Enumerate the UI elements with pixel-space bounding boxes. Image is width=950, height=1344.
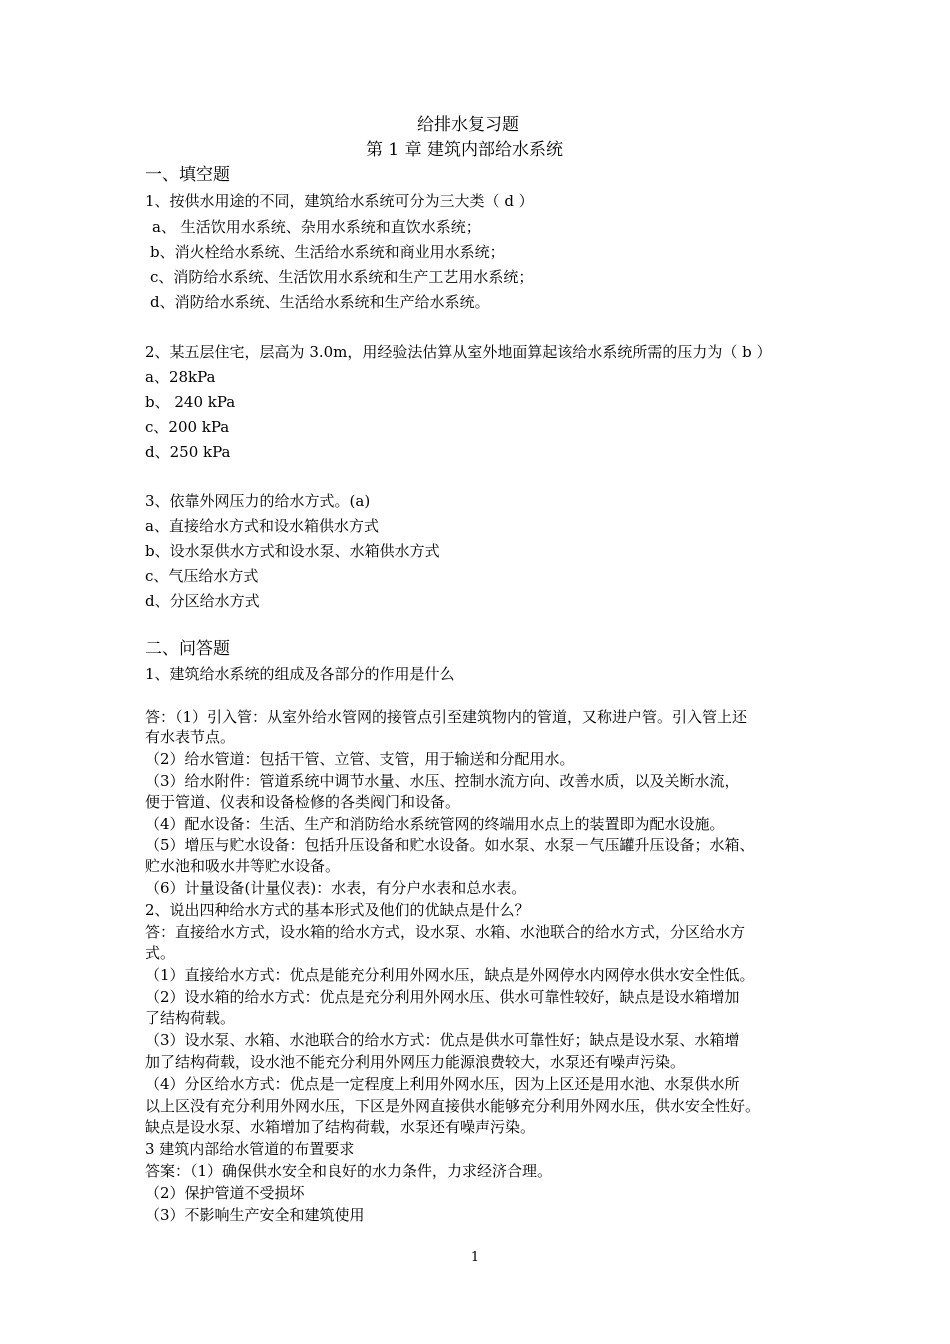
answer-1-line: 有水表节点。 xyxy=(145,728,236,746)
question-3-option-d: d、分区给水方式 xyxy=(145,592,260,610)
answer-1-line: （5）增压与贮水设备：包括升压设备和贮水设备。如水泵、水泵－气压罐升压设备；水箱、 xyxy=(145,836,755,854)
answer-1-line: 贮水池和吸水井等贮水设备。 xyxy=(145,857,341,875)
answer-1-line: （3）给水附件：管道系统中调节水量、水压、控制水流方向、改善水质，以及关断水流， xyxy=(145,772,740,790)
question-3-option-a: a、直接给水方式和设水箱供水方式 xyxy=(145,517,379,535)
qa-question-3: 3 建筑内部给水管道的布置要求 xyxy=(145,1140,355,1158)
question-2-option-c: c、200 kPa xyxy=(145,418,230,436)
section-heading-fill-in: 一、填空题 xyxy=(145,165,230,185)
answer-2-line: （3）设水泵、水箱、水池联合的给水方式：优点是供水可靠性好；缺点是设水泵、水箱增 xyxy=(145,1031,740,1049)
answer-2-line: 以上区没有充分利用外网水压，下区是外网直接供水能够充分利用外网水压，供水安全性好。 xyxy=(145,1097,761,1115)
answer-2-line: 缺点是设水泵、水箱增加了结构荷载，水泵还有噪声污染。 xyxy=(145,1118,536,1136)
question-3: 3、依靠外网压力的给水方式。(a) xyxy=(145,492,371,510)
question-2-option-b: b、 240 kPa xyxy=(145,393,236,411)
answer-1-line: （6）计量设备(计量仪表)：水表，有分户水表和总水表。 xyxy=(145,879,527,897)
chapter-heading: 第 1 章 建筑内部给水系统 xyxy=(366,140,564,160)
question-2: 2、某五层住宅，层高为 3.0m，用经验法估算从室外地面算起该给水系统所需的压力为（ b ） xyxy=(145,343,772,361)
answer-2-line: 了结构荷载。 xyxy=(145,1009,236,1027)
answer-1-line: 便于管道、仪表和设备检修的各类阀门和设备。 xyxy=(145,793,461,811)
answer-3-line: 答案：（1）确保供水安全和良好的水力条件，力求经济合理。 xyxy=(145,1162,553,1180)
answer-2-line: 答：直接给水方式，设水箱的给水方式，设水泵、水箱、水池联合的给水方式，分区给水方 xyxy=(145,923,746,941)
answer-1-line: 答：（1）引入管：从室外给水管网的接管点引至建筑物内的管道，又称进户管。引入管上还 xyxy=(145,708,748,726)
document-title: 给排水复习题 xyxy=(417,115,519,135)
answer-2-line: （2）设水箱的给水方式：优点是充分利用外网水压、供水可靠性较好，缺点是设水箱增加 xyxy=(145,988,740,1006)
answer-2-line: 式。 xyxy=(145,944,176,962)
answer-3-line: （3）不影响生产安全和建筑使用 xyxy=(145,1206,365,1224)
question-1-option-a: a、 生活饮用水系统、杂用水系统和直饮水系统； xyxy=(152,218,481,236)
question-2-option-a: a、28kPa xyxy=(145,368,216,386)
answer-2-line: （1）直接给水方式：优点是能充分利用外网水压，缺点是外网停水内网停水供水安全性低。 xyxy=(145,966,755,984)
question-1-option-b: b、消火栓给水系统、生活给水系统和商业用水系统； xyxy=(150,243,505,261)
question-1-option-c: c、消防给水系统、生活饮用水系统和生产工艺用水系统； xyxy=(150,268,534,286)
answer-2-line: 加了结构荷载，设水池不能充分利用外网压力能源浪费较大，水泵还有噪声污染。 xyxy=(145,1053,686,1071)
question-1-option-d: d、消防给水系统、生活给水系统和生产给水系统。 xyxy=(150,293,490,311)
question-3-option-b: b、设水泵供水方式和设水泵、水箱供水方式 xyxy=(145,542,440,560)
qa-question-2: 2、说出四种给水方式的基本形式及他们的优缺点是什么？ xyxy=(145,901,530,919)
answer-3-line: （2）保护管道不受损坏 xyxy=(145,1184,305,1202)
question-3-option-c: c、气压给水方式 xyxy=(145,567,259,585)
answer-1-line: （2）给水管道：包括干管、立管、支管，用于输送和分配用水。 xyxy=(145,750,575,768)
question-2-option-d: d、250 kPa xyxy=(145,443,231,461)
question-1: 1、按供水用途的不同，建筑给水系统可分为三大类（ d ） xyxy=(145,192,534,210)
section-heading-qa: 二、问答题 xyxy=(145,639,230,659)
answer-1-line: （4）配水设备：生活、生产和消防给水系统管网的终端用水点上的装置即为配水设施。 xyxy=(145,815,725,833)
page-number: 1 xyxy=(470,1250,480,1265)
answer-2-line: （4）分区给水方式：优点是一定程度上利用外网水压，因为上区还是用水池、水泵供水所 xyxy=(145,1075,740,1093)
qa-question-1: 1、建筑给水系统的组成及各部分的作用是什么 xyxy=(145,665,455,683)
